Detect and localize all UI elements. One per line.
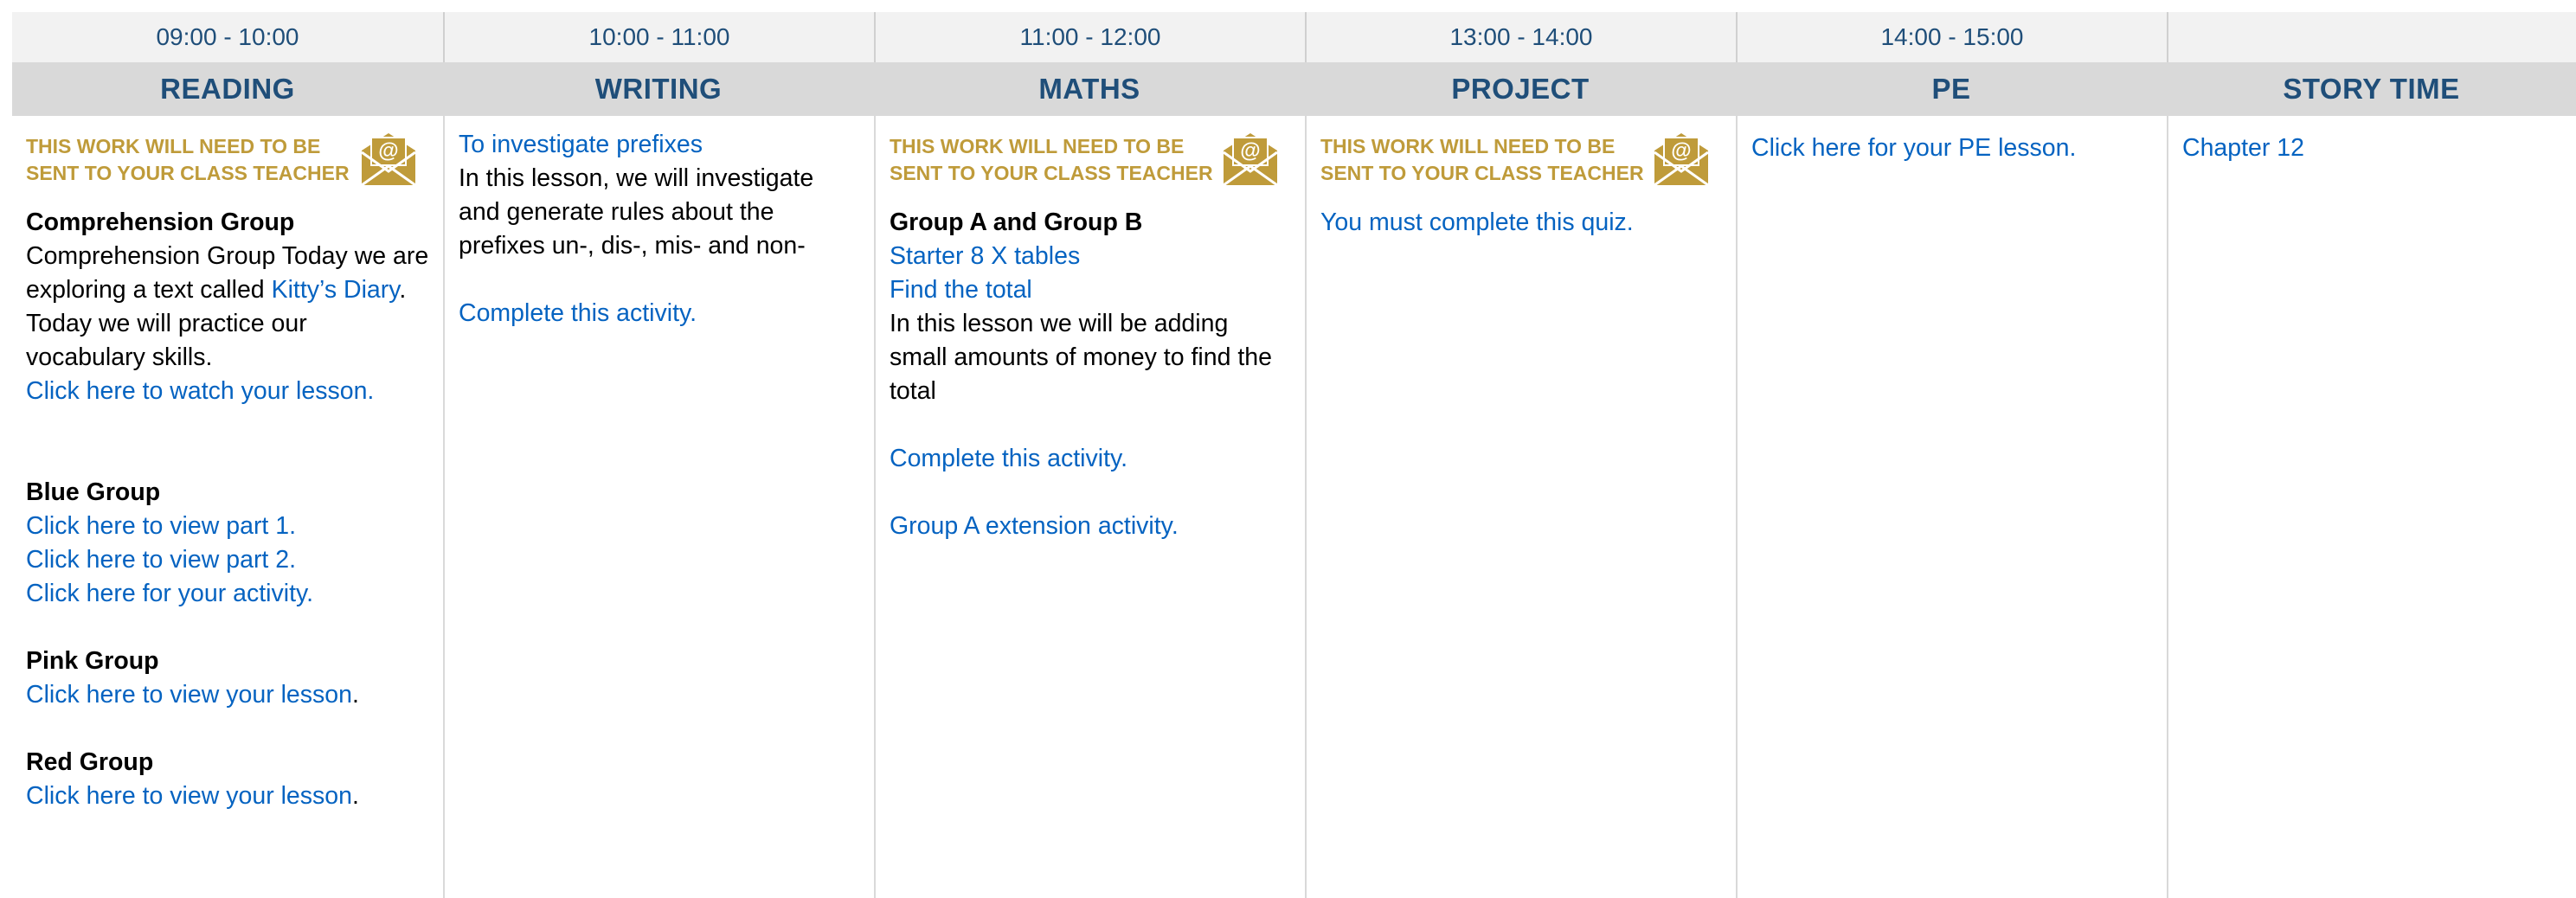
maths-group-title: Group A and Group B [890,208,1143,236]
red-period: . [352,782,359,810]
notice-line-2: SENT TO YOUR CLASS TEACHER [890,162,1213,184]
pink-lesson-link[interactable]: Click here to view your lesson [26,681,352,709]
send-to-teacher-text [26,133,355,187]
maths-content [874,116,1305,898]
svg-text:@: @ [1671,139,1692,163]
pe-content [1736,116,2167,898]
time-slot-6 [2167,12,2576,62]
blue-group-title: Blue Group [26,478,161,506]
time-slot-5: 14:00 - 15:00 [1736,12,2167,62]
find-total-link[interactable]: Find the total [890,276,1032,304]
watch-lesson-link[interactable]: Click here to watch your lesson. [26,377,375,405]
email-envelope-icon[interactable] [360,133,417,187]
pink-group-title: Pink Group [26,647,159,675]
comprehension-group-title: Comprehension Group [26,208,295,236]
send-to-teacher-notice [26,133,429,187]
notice-line-1: THIS WORK WILL NEED TO BE [1320,135,1616,157]
comprehension-text-1: Comprehension Group Today we are exploring a text called [26,242,429,304]
comprehension-description [26,240,429,375]
time-slot-1: 09:00 - 10:00 [12,12,443,62]
red-lesson-link[interactable]: Click here to view your lesson [26,782,352,810]
email-envelope-icon[interactable] [1222,133,1279,187]
subject-header-writing: WRITING [443,62,874,116]
pe-lesson-link[interactable]: Click here for your PE lesson. [1751,134,2077,162]
send-to-teacher-text [890,133,1218,187]
time-slot-4: 13:00 - 14:00 [1305,12,1736,62]
group-a-extension-link[interactable]: Group A extension activity. [890,512,1179,540]
notice-line-1: THIS WORK WILL NEED TO BE [890,135,1185,157]
subject-header-project: PROJECT [1305,62,1736,116]
writing-content [443,116,874,898]
story-time-content [2167,116,2576,898]
svg-text:@: @ [378,139,399,163]
comprehension-text-2: . Today we will practice our vocabulary skills. [26,276,407,371]
send-to-teacher-notice [890,133,1291,187]
maths-description: In this lesson we will be adding small amounts of money to find the total [890,310,1272,405]
timetable-grid [12,12,2576,898]
notice-line-2: SENT TO YOUR CLASS TEACHER [1320,162,1644,184]
project-quiz-link[interactable]: You must complete this quiz. [1320,208,1634,236]
time-slot-3: 11:00 - 12:00 [874,12,1305,62]
writing-activity-link[interactable]: Complete this activity. [459,299,697,327]
subject-header-reading: READING [12,62,443,116]
subject-header-story-time: STORY TIME [2167,62,2576,116]
maths-activity-link[interactable]: Complete this activity. [890,445,1128,472]
red-group-title: Red Group [26,748,154,776]
blue-part-2-link[interactable]: Click here to view part 2. [26,546,297,574]
reading-content [12,116,443,898]
kittys-diary-link[interactable]: Kitty’s Diary [271,276,400,304]
chapter-12-link[interactable]: Chapter 12 [2182,134,2305,162]
notice-line-1: THIS WORK WILL NEED TO BE [26,135,321,157]
send-to-teacher-text [1320,133,1649,187]
prefixes-objective-link[interactable]: To investigate prefixes [459,131,703,158]
svg-text:@: @ [1240,139,1261,163]
writing-description: In this lesson, we will investigate and generate rules about the prefixes un-, dis-, mis- and non- [459,164,814,260]
pink-period: . [352,681,359,709]
red-lesson-line [26,779,429,813]
subject-header-maths: MATHS [874,62,1305,116]
time-slot-2: 10:00 - 11:00 [443,12,874,62]
blue-activity-link[interactable]: Click here for your activity. [26,580,314,607]
pink-lesson-line [26,678,429,712]
subject-header-pe: PE [1736,62,2167,116]
send-to-teacher-notice [1320,133,1722,187]
blue-part-1-link[interactable]: Click here to view part 1. [26,512,297,540]
notice-line-2: SENT TO YOUR CLASS TEACHER [26,162,350,184]
email-envelope-icon[interactable] [1653,133,1710,187]
project-content [1305,116,1736,898]
starter-tables-link[interactable]: Starter 8 X tables [890,242,1081,270]
